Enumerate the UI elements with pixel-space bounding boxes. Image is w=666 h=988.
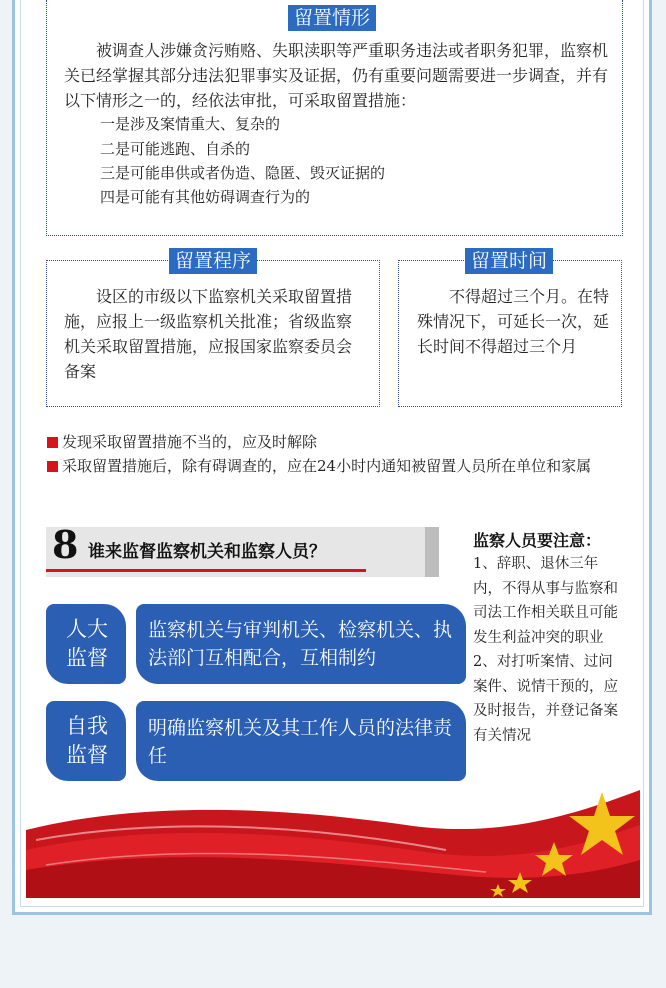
supervision-desc-people-congress (136, 604, 466, 684)
condition-item-2: 二是可能逃跑、自杀的 (100, 140, 251, 158)
detention-conditions-intro: 被调查人涉嫌贪污贿赂、失职渎职等严重职务违法或者职务犯罪，监察机关已经掌握其部分违法犯罪事实及证据，仍有重要问题需要进一步调查，并有以下情形之一的，经依法审批，可采取留置措施： (64, 41, 609, 110)
supervision-desc-text-2: 明确监察机关及其工作人员的法律责任 (148, 717, 453, 767)
question-banner-shadow (425, 527, 439, 577)
supervision-label-text-2: 自我监督 (66, 714, 108, 767)
supervision-label-text-1: 人大监督 (66, 617, 108, 670)
supervision-label-people-congress (46, 604, 126, 684)
supervision-desc-text-1: 监察机关与审判机关、检察机关、执法部门互相配合，互相制约 (148, 619, 453, 669)
supervision-desc-self (136, 701, 466, 781)
notice-text: 1、辞职、退休三年内，不得从事与监察和司法工作相关联且可能发生利益冲突的职业 2、对打听案情、过问案件、说情干预的，应及时报告，并登记备案有关情况 (473, 556, 618, 744)
section-title-detention-duration: 留置时间 (465, 248, 553, 274)
condition-item-4: 四是可能有其他妨碍调查行为的 (100, 188, 311, 206)
detention-duration-text: 不得超过三个月。在特殊情况下，可延长一次，延长时间不得超过三个月 (417, 287, 610, 356)
red-ribbon-decoration (26, 780, 640, 898)
bullet-item-1 (47, 430, 627, 454)
question-number: 8 (52, 522, 79, 567)
supervision-label-self (46, 701, 126, 781)
condition-item-3: 三是可能串供或者伪造、隐匿、毁灭证据的 (100, 164, 386, 182)
section-title-detention-procedure: 留置程序 (169, 248, 257, 274)
section-title-detention-conditions: 留置情形 (288, 5, 376, 31)
question-underline (46, 569, 366, 572)
bullet-item-2 (47, 454, 627, 478)
bullet-text-1: 发现采取留置措施不当的，应及时解除 (62, 433, 318, 451)
red-square-icon (47, 437, 58, 448)
detention-procedure-text: 设区的市级以下监察机关采取留置措施，应报上一级监察机关批准；省级监察机关采取留置措施，应报国家监察委员会备案 (64, 287, 353, 381)
question-text: 谁来监督监察机关和监察人员？ (88, 542, 326, 562)
notice-title: 监察人员要注意： (473, 531, 602, 550)
red-square-icon (47, 461, 58, 472)
condition-item-1: 一是涉及案情重大、复杂的 (100, 115, 281, 133)
bullet-text-2: 采取留置措施后，除有碍调查的，应在24小时内通知被留置人员所在单位和家属 (62, 457, 592, 475)
